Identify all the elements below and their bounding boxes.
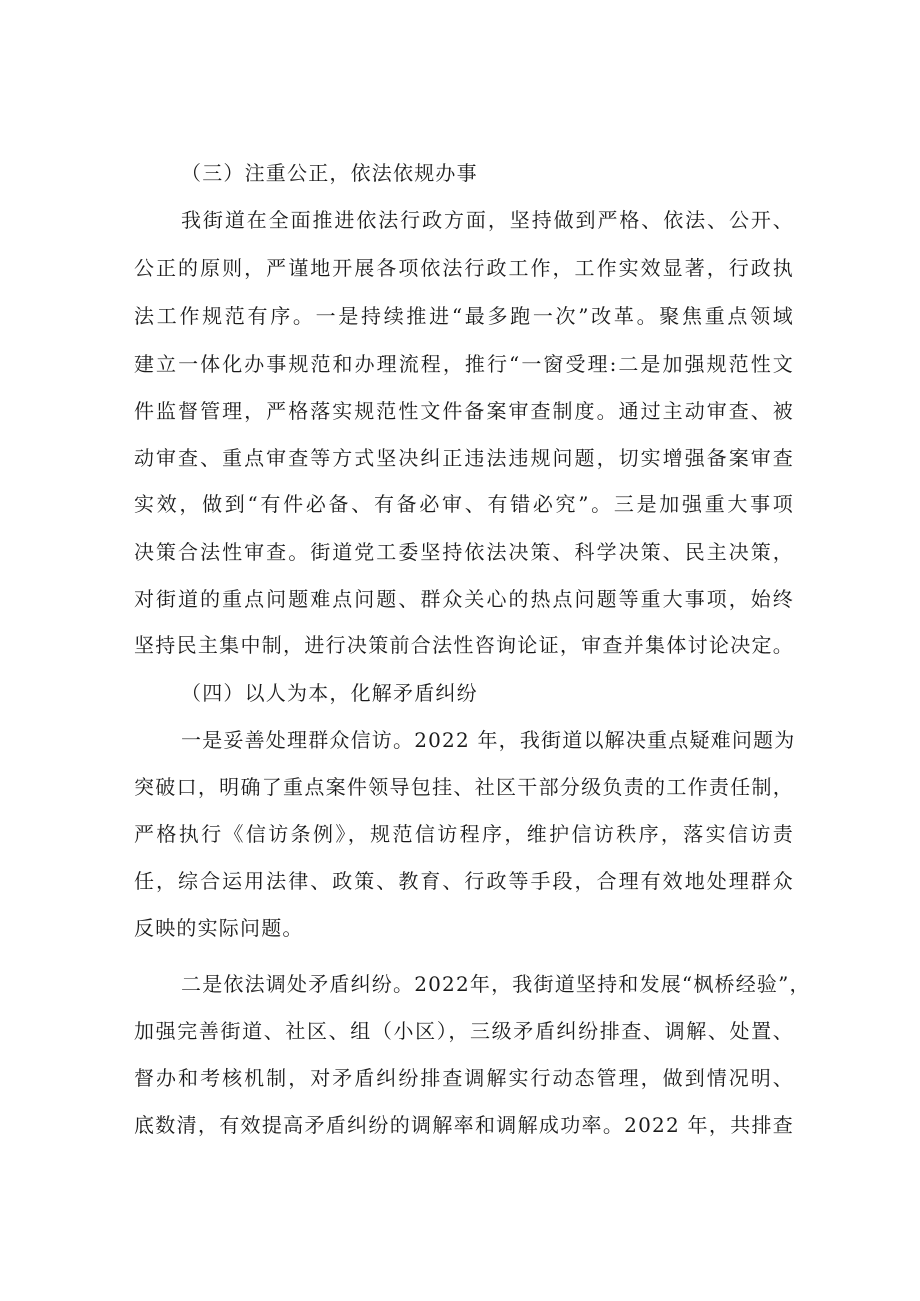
- paragraph-line: 坚持民主集中制，进行决策前合法性咨询论证，审查并集体讨论决定。: [134, 633, 794, 657]
- paragraph-line: 实效，做到“有件必备、有备必审、有错必究”。三是加强重大事项: [134, 492, 794, 516]
- paragraph-line: 我街道在全面推进依法行政方面，坚持做到严格、依法、公开、: [181, 208, 794, 232]
- paragraph-line: 决策合法性审查。街道党工委坚持依法决策、科学决策、民主决策，: [134, 540, 794, 564]
- paragraph-line: 件监督管理，严格落实规范性文件备案审查制度。通过主动审查、被: [134, 399, 794, 423]
- paragraph-line: 加强完善街道、社区、组（小区），三级矛盾纠纷排查、调解、处置、: [134, 1019, 794, 1043]
- paragraph-line: 底数清，有效提高矛盾纠纷的调解率和调解成功率。2022 年，共排查: [134, 1113, 794, 1137]
- paragraph-line: 督办和考核机制，对矛盾纠纷排查调解实行动态管理，做到情况明、: [134, 1066, 794, 1090]
- paragraph-line: 二是依法调处矛盾纠纷。2022年，我街道坚持和发展“枫桥经验”，: [181, 972, 811, 996]
- paragraph-line: 对街道的重点问题难点问题、群众关心的热点问题等重大事项，始终: [134, 587, 794, 611]
- section-heading-3: （三）注重公正，依法依规办事: [181, 161, 478, 185]
- paragraph-line: 突破口，明确了重点案件领导包挂、社区干部分级负责的工作责任制，: [134, 775, 794, 799]
- section-heading-4: （四）以人为本，化解矛盾纠纷: [181, 681, 478, 705]
- paragraph-line: 动审查、重点审查等方式坚决纠正违法违规问题，切实增强备案审查: [134, 446, 794, 470]
- paragraph-line: 法工作规范有序。一是持续推进“最多跑一次”改革。聚焦重点领域: [134, 304, 794, 328]
- paragraph-line: 任，综合运用法律、政策、教育、行政等手段，合理有效地处理群众: [134, 869, 794, 893]
- paragraph-line: 反映的实际问题。: [134, 916, 304, 940]
- paragraph-line: 一是妥善处理群众信访。2022 年，我街道以解决重点疑难问题为: [181, 728, 796, 752]
- paragraph-line: 建立一体化办事规范和办理流程，推行“一窗受理:二是加强规范性文: [134, 352, 794, 376]
- paragraph-line: 严格执行《信访条例》，规范信访程序，维护信访秩序，落实信访责: [134, 822, 794, 846]
- paragraph-line: 公正的原则，严谨地开展各项依法行政工作，工作实效显著，行政执: [134, 256, 794, 280]
